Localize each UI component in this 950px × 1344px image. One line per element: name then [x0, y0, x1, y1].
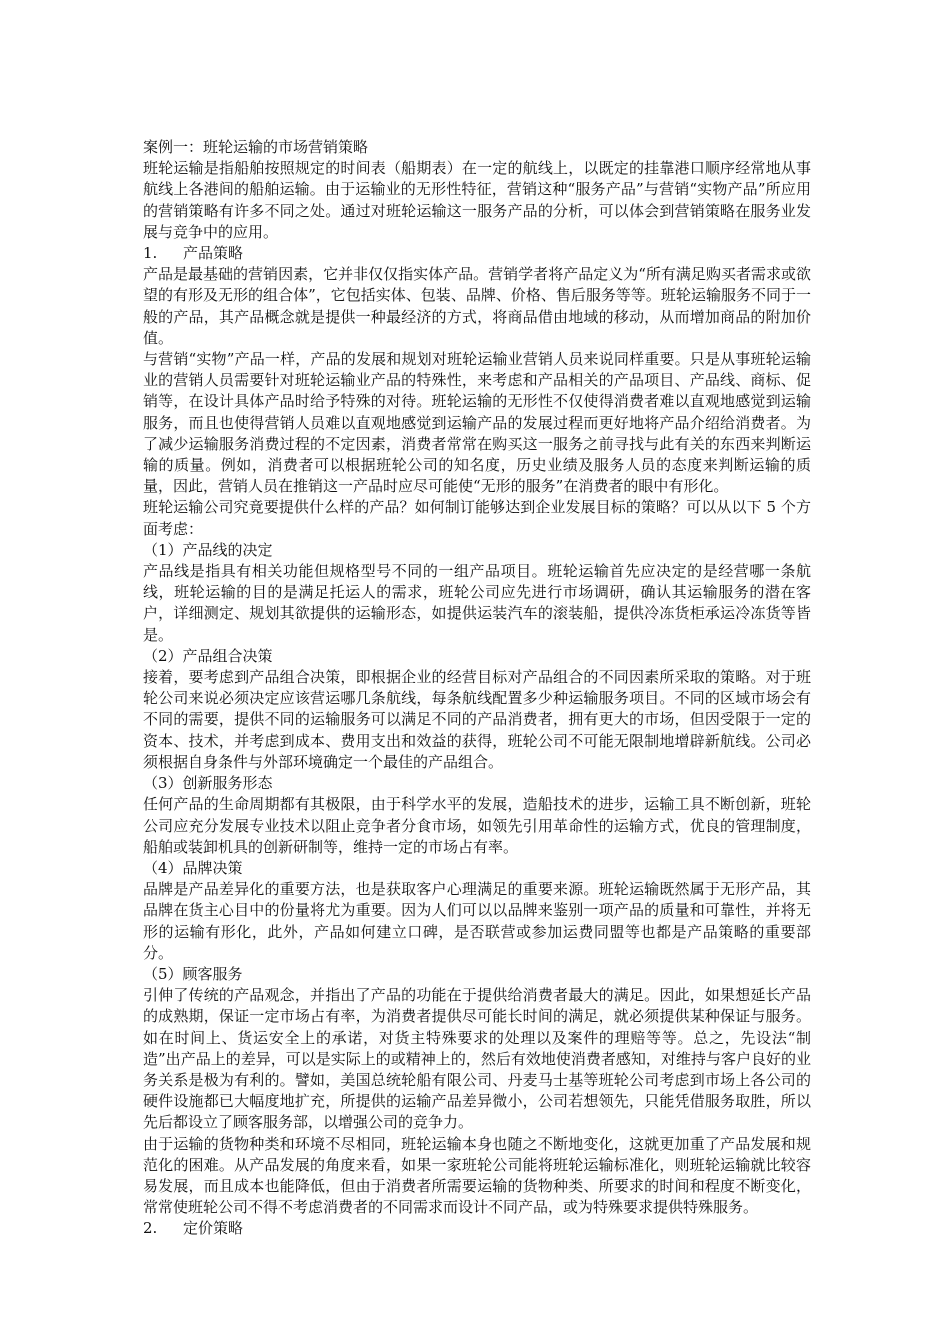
subheading: （2）产品组合决策: [143, 646, 273, 665]
subheading: （5）顾客服务: [143, 964, 243, 983]
paragraph: 产品是最基础的营销因素，它并非仅仅指实体产品。营销学者将产品定义为“所有满足购买者需求或欲望的有形及无形的组合体”，它包括实体、包装、品牌、价格、售后服务等等。班轮运输服务不同于一般的产品，其产品概念就是提供一种最经济的方式，将商品借由地域的移动，从而增加商品的附加价值。: [143, 265, 811, 347]
document-title: 案例一：班轮运输的市场营销策略: [143, 138, 369, 156]
paragraph: 任何产品的生命周期都有其极限，由于科学水平的发展，造船技术的进步，运输工具不断创新，班轮公司应充分发展专业技术以阻止竞争者分食市场，如领先引用革命性的运输方式，优良的管理制度，船舶或装卸机具的创新研制等，维持一定的市场占有率。: [143, 795, 811, 856]
paragraph: 品牌是产品差异化的重要方法，也是获取客户心理满足的重要来源。班轮运输既然属于无形产品，其品牌在货主心目中的份量将尤为重要。因为人们可以以品牌来鉴别一项产品的质量和可靠性，并将无形的运输有形化，此外，产品如何建立口碑，是否联营或参加运费同盟等也都是产品策略的重要部分。: [143, 880, 811, 962]
section-number: 2.: [143, 1219, 158, 1238]
section-heading-1: [143, 243, 811, 264]
section-number: 1.: [143, 244, 158, 263]
paragraph: 与营销“实物”产品一样，产品的发展和规划对班轮运输业营销人员来说同样重要。只是从事班轮运输业的营销人员需要针对班轮运输业产品的特殊性，来考虑和产品相关的产品项目、产品线、商标、促销等，在设计具体产品时给予特殊的对待。班轮运输的无形性不仅使得消费者难以直观地感觉到运输服务，而且也使得营销人员难以直观地感觉到运输产品的发展过程而更好地将产品介绍给消费者。为了减少运输服务消费过程的不定因素，消费者常常在购买这一服务之前寻找与此有关的东西来判断运输的质量。例如，消费者可以根据班轮公司的知名度，历史业绩及服务人员的态度来判断运输的质量，因此，营销人员在推销这一产品时应尽可能使“无形的服务”在消费者的眼中有形化。: [143, 350, 811, 496]
paragraph: 产品线是指具有相关功能但规格型号不同的一组产品项目。班轮运输首先应决定的是经营哪一条航线，班轮运输的目的是满足托运人的需求，班轮公司应先进行市场调研，确认其运输服务的潜在客户，详细测定、规划其欲提供的运输形态，如提供运装汽车的滚装船，提供冷冻货柜承运冷冻货等皆是。: [143, 562, 811, 644]
paragraph: 由于运输的货物种类和环境不尽相同，班轮运输本身也随之不断地变化，这就更加重了产品发展和规范化的困难。从产品发展的角度来看，如果一家班轮公司能将班轮运输标准化，则班轮运输就比较容易发展，而且成本也能降低，但由于消费者所需要运输的货物种类、所要求的时间和程度不断变化，常常使班轮公司不得不考虑消费者的不同需求而设计不同产品，或为特殊要求提供特殊服务。: [143, 1134, 811, 1217]
section-title: 产品策略: [183, 244, 244, 263]
intro-paragraph: 班轮运输是指船舶按照规定的时间表（船期表）在一定的航线上，以既定的挂靠港口顺序经常地从事航线上各港间的船舶运输。由于运输业的无形性特征，营销这种“服务产品”与营销“实物产品”所应用的营销策略有许多不同之处。通过对班轮运输这一服务产品的分析，可以体会到营销策略在服务业发展与竞争中的应用。: [143, 159, 811, 241]
paragraph: 引伸了传统的产品观念，并指出了产品的功能在于提供给消费者最大的满足。因此，如果想延长产品的成熟期，保证一定市场占有率，为消费者提供尽可能长时间的满足，就必须提供某种保证与服务。如在时间上、货运安全上的承诺，对货主特殊要求的处理以及案件的理赔等等。总之，先设法“制造”出产品上的差异，可以是实际上的或精神上的，然后有效地使消费者感知，对维持与客户良好的业务关系是极为有利的。譬如，美国总统轮船有限公司、丹麦马士基等班轮公司考虑到市场上各公司的硬件设施都已大幅度地扩充，所提供的运输产品差异微小，公司若想领先，只能凭借服务取胜，所以先后都设立了顾客服务部，以增强公司的竞争力。: [143, 986, 811, 1132]
subheading: （1）产品线的决定: [143, 540, 273, 559]
section-heading-2: [143, 1218, 811, 1239]
document-body: [143, 137, 811, 1240]
section-title: 定价策略: [183, 1219, 244, 1238]
subheading: （3）创新服务形态: [143, 774, 273, 793]
paragraph: 接着，要考虑到产品组合决策，即根据企业的经营目标对产品组合的不同因素所采取的策略。对于班轮公司来说必须决定应该营运哪几条航线，每条航线配置多少种运输服务项目。不同的区域市场会有不同的需要，提供不同的运输服务可以满足不同的产品消费者，拥有更大的市场，但因受限于一定的资本、技术，并考虑到成本、费用支出和效益的获得，班轮公司不可能无限制地增辟新航线。公司必须根据自身条件与外部环境确定一个最佳的产品组合。: [143, 668, 811, 771]
paragraph: 班轮运输公司究竟要提供什么样的产品？如何制订能够达到企业发展目标的策略？可以从以下 5 个方面考虑：: [143, 498, 811, 538]
subheading: （4）品牌决策: [143, 858, 243, 877]
